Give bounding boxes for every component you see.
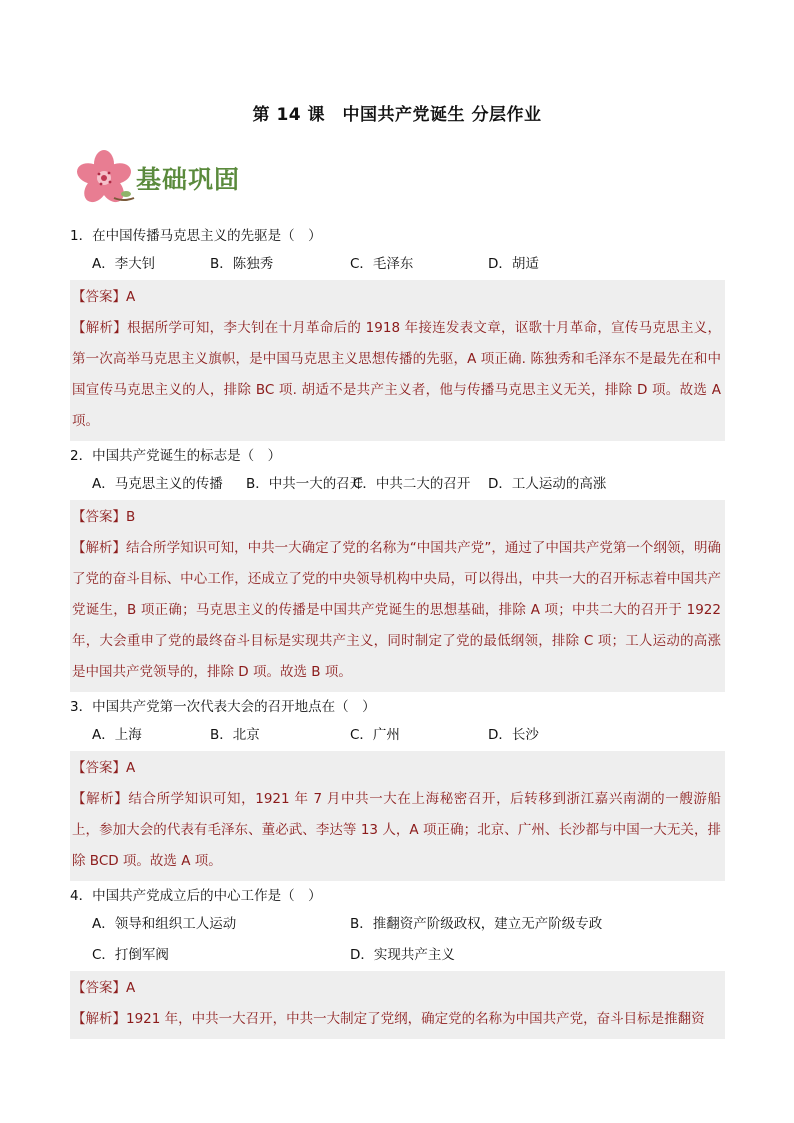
option-c: C．毛泽东 — [350, 256, 414, 272]
answer-label: 【答案】A — [72, 760, 136, 776]
analysis-text: 【解析】结合所学知识可知，中共一大确定了党的名称为“中国共产党”，通过了中国共产党第一个纲领，明确了党的奋斗目标、中心工作，还成立了党的中央领导机构中央局，可以得出，中共一大的召开标志着中国共产党诞生，B 项正确；马克思主义的传播是中国共产党诞生的思想基础，排除 A 项；中共二大的召开于 1922 年，大会重申了党的最终奋斗目标是实现共产主义，同时制定了党的最低纲领，排除 C 项；工人运动的高涨是中国共产党领导的，排除 D 项。故选 B 项。 — [72, 540, 721, 680]
option-row — [70, 469, 725, 500]
question-stem: 4．中国共产党成立后的中心工作是（ ） — [70, 888, 322, 904]
option-c: C．中共二大的召开 — [353, 476, 471, 492]
plum-blossom-icon — [74, 148, 136, 208]
answer-box — [70, 500, 725, 692]
option-c: C．广州 — [350, 727, 400, 743]
page-title: 第 14 课 中国共产党诞生 分层作业 — [252, 105, 542, 125]
option-a: A．领导和组织工人运动 — [92, 916, 237, 932]
option-a: A．李大钊 — [92, 256, 156, 272]
analysis-text: 【解析】1921 年，中共一大召开，中共一大制定了党纲，确定党的名称为中国共产党，奋斗目标是推翻资 — [72, 1011, 705, 1027]
option-a: A．上海 — [92, 727, 142, 743]
section-title: 基础巩固 — [136, 165, 241, 194]
answer-label: 【答案】A — [72, 980, 136, 996]
question-stem: 3．中国共产党第一次代表大会的召开地点在（ ） — [70, 699, 376, 715]
option-b: B．陈独秀 — [210, 256, 274, 272]
option-a: A．马克思主义的传播 — [92, 476, 223, 492]
option-b: B．中共一大的召开 — [246, 476, 364, 492]
question-stem: 2．中国共产党诞生的标志是（ ） — [70, 448, 282, 464]
option-row — [70, 249, 725, 280]
section-header — [74, 148, 374, 208]
analysis-text: 【解析】结合所学知识可知，1921 年 7 月中共一大在上海秘密召开，后转移到浙江嘉兴南湖的一艘游船上，参加大会的代表有毛泽东、董必武、李达等 13 人，A 项正确；北京、广州、长沙都与中国一大无关，排除 BCD 项。故选 A 项。 — [72, 791, 721, 869]
answer-label: 【答案】B — [72, 509, 136, 525]
option-d: D．实现共产主义 — [350, 947, 455, 963]
option-d: D．长沙 — [488, 727, 539, 743]
option-c: C．打倒军阀 — [92, 947, 169, 963]
answer-box — [70, 971, 725, 1039]
option-row — [70, 909, 725, 940]
question-list — [70, 223, 725, 1041]
option-d: D．工人运动的高涨 — [488, 476, 607, 492]
option-row — [70, 940, 725, 971]
question-stem: 1．在中国传播马克思主义的先驱是（ ） — [70, 228, 322, 244]
answer-box — [70, 280, 725, 441]
answer-box — [70, 751, 725, 881]
option-row — [70, 720, 725, 751]
analysis-text: 【解析】根据所学可知，李大钊在十月革命后的 1918 年接连发表文章，讴歌十月革命，宣传马克思主义，第一次高举马克思主义旗帜，是中国马克思主义思想传播的先驱，A 项正确. 陈独秀和毛泽东不是最先在和中国宣传马克思主义的人，排除 BC 项. 胡适不是共产主义者，他与传播马克思主义无关，排除 D 项。故选 A 项。 — [72, 320, 721, 429]
option-b: B．推翻资产阶级政权，建立无产阶级专政 — [350, 916, 603, 932]
option-d: D．胡适 — [488, 256, 539, 272]
answer-label: 【答案】A — [72, 289, 136, 305]
option-b: B．北京 — [210, 727, 260, 743]
